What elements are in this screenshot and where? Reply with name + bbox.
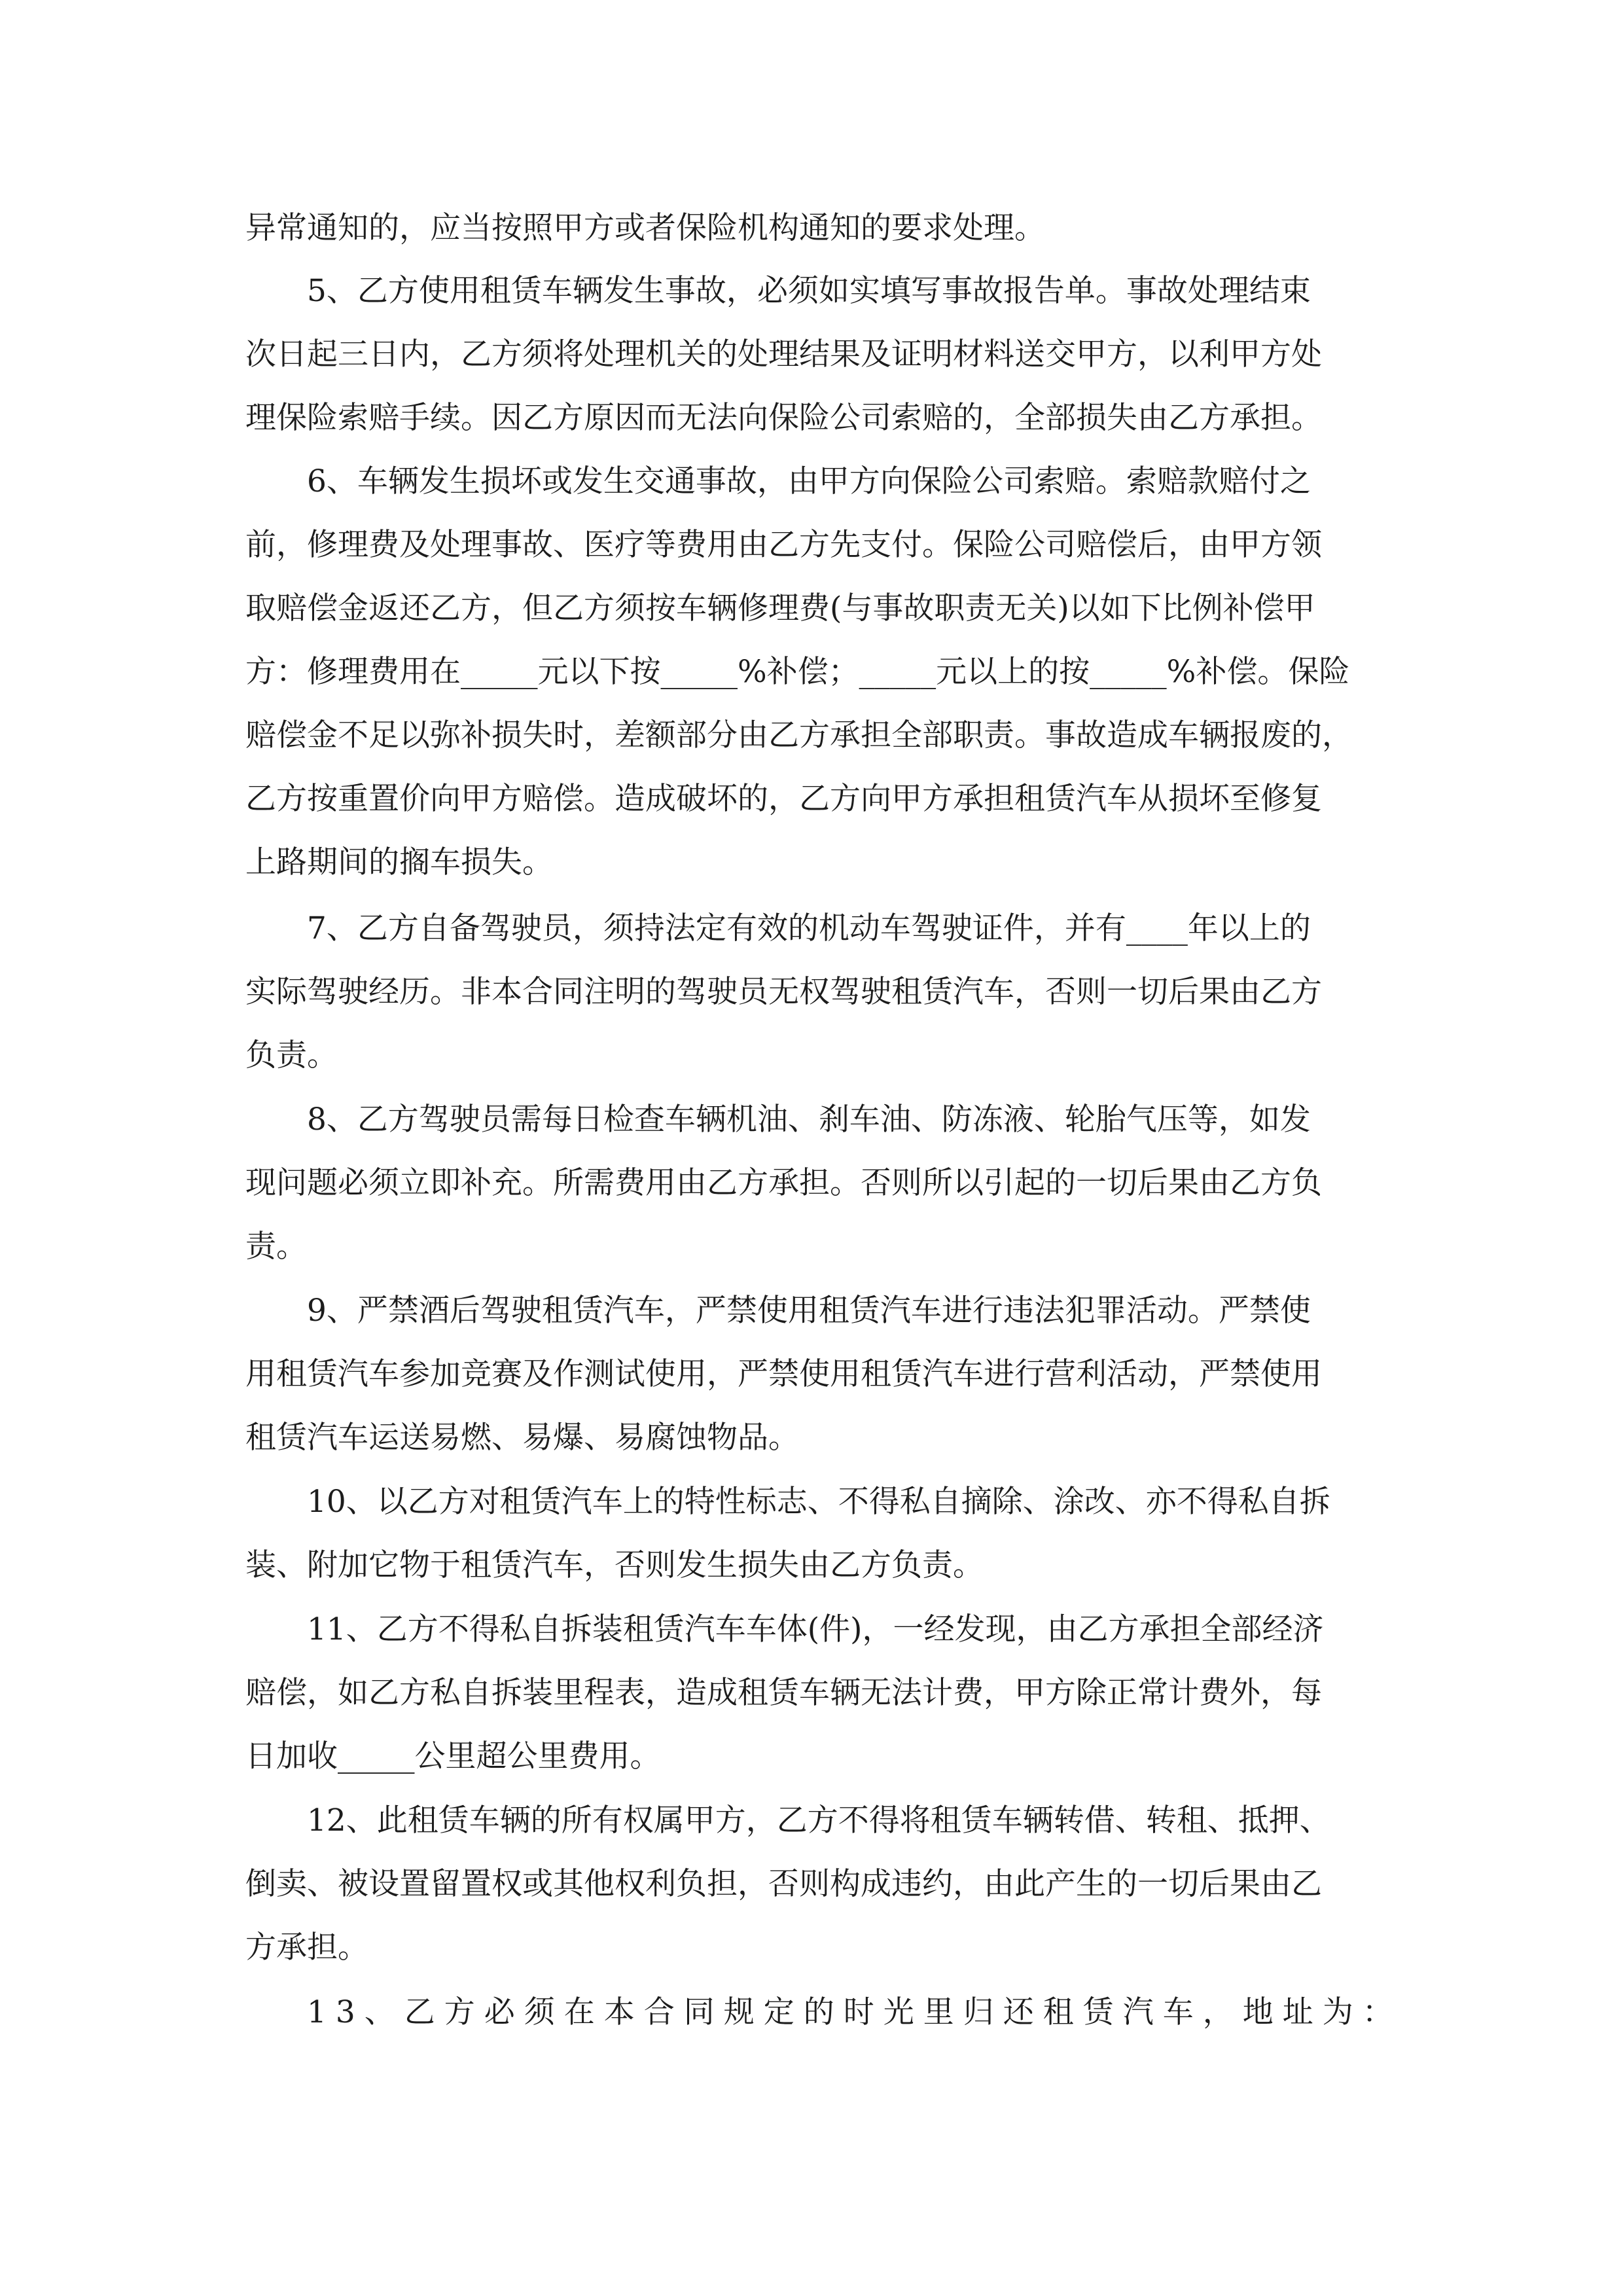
text-line: 方：修理费用在_____元以下按_____%补偿；_____元以上的按_____%补偿。保险 [245, 654, 1350, 690]
text-line: 7、乙方自备驾驶员，须持法定有效的机动车驾驶证件，并有____年以上的 [307, 910, 1311, 946]
text-line: 8、乙方驾驶员需每日检查车辆机油、刹车油、防冻液、轮胎气压等，如发 [307, 1102, 1311, 1138]
text-line: 方承担。 [245, 1929, 368, 1965]
text-line: 责。 [245, 1229, 307, 1265]
text-line: 理保险索赔手续。因乙方原因而无法向保险公司索赔的，全部损失由乙方承担。 [245, 400, 1322, 436]
paragraph-item-8 [245, 1088, 1384, 1278]
text-line: 6、车辆发生损坏或发生交通事故，由甲方向保险公司索赔。索赔款赔付之 [307, 463, 1311, 499]
text-line: 负责。 [245, 1037, 338, 1073]
paragraph-item-9 [245, 1279, 1384, 1469]
text-line: 10、以乙方对租赁汽车上的特性标志、不得私自摘除、涂改、亦不得私自拆 [307, 1484, 1330, 1520]
text-line: 租赁汽车运送易燃、易爆、易腐蚀物品。 [245, 1420, 799, 1456]
paragraph-item-10 [245, 1470, 1384, 1597]
text-line: 异常通知的，应当按照甲方或者保险机构通知的要求处理。 [245, 210, 1045, 246]
text-line: 前，修理费及处理事故、医疗等费用由乙方先支付。保险公司赔偿后，由甲方领 [245, 527, 1322, 563]
paragraph-item-5 [245, 259, 1384, 450]
paragraph-item-12 [245, 1789, 1384, 1979]
paragraph-item-4-continuation [245, 196, 1384, 260]
text-line: 装、附加它物于租赁汽车，否则发生损失由乙方负责。 [245, 1547, 984, 1583]
text-line: 取赔偿金返还乙方，但乙方须按车辆修理费(与事故职责无关)以如下比例补偿甲 [245, 590, 1315, 626]
text-line: 倒卖、被设置留置权或其他权利负担，否则构成违约，由此产生的一切后果由乙 [245, 1866, 1322, 1902]
text-line: 日加收_____公里超公里费用。 [245, 1738, 661, 1774]
text-line: 次日起三日内，乙方须将处理机关的处理结果及证明材料送交甲方，以利甲方处 [245, 336, 1322, 372]
text-line: 乙方按重置价向甲方赔偿。造成破坏的，乙方向甲方承担租赁汽车从损坏至修复 [245, 781, 1322, 817]
paragraph-item-6 [245, 450, 1384, 894]
text-line: 12、此租赁车辆的所有权属甲方，乙方不得将租赁车辆转借、转租、抵押、 [307, 1803, 1330, 1839]
text-line: 赔偿金不足以弥补损失时，差额部分由乙方承担全部职责。事故造成车辆报废的， [245, 717, 1353, 753]
paragraph-item-7 [245, 897, 1384, 1087]
text-line: 用租赁汽车参加竞赛及作测试使用，严禁使用租赁汽车进行营利活动，严禁使用 [245, 1356, 1322, 1392]
text-line: 赔偿，如乙方私自拆装里程表，造成租赁车辆无法计费，甲方除正常计费外，每 [245, 1675, 1322, 1711]
paragraph-item-13 [245, 1981, 1402, 2044]
text-line: 13、乙方必须在本合同规定的时光里归还租赁汽车，地址为： [307, 1994, 1402, 2030]
text-line: 5、乙方使用租赁车辆发生事故，必须如实填写事故报告单。事故处理结束 [307, 273, 1311, 309]
text-line: 实际驾驶经历。非本合同注明的驾驶员无权驾驶租赁汽车，否则一切后果由乙方 [245, 974, 1322, 1010]
text-line: 上路期间的搁车损失。 [245, 844, 553, 880]
text-line: 现问题必须立即补充。所需费用由乙方承担。否则所以引起的一切后果由乙方负 [245, 1165, 1322, 1201]
text-line: 11、乙方不得私自拆装租赁汽车车体(件)，一经发现，由乙方承担全部经济 [307, 1611, 1324, 1647]
text-line: 9、严禁酒后驾驶租赁汽车，严禁使用租赁汽车进行违法犯罪活动。严禁使 [307, 1293, 1311, 1329]
paragraph-item-11 [245, 1598, 1384, 1788]
